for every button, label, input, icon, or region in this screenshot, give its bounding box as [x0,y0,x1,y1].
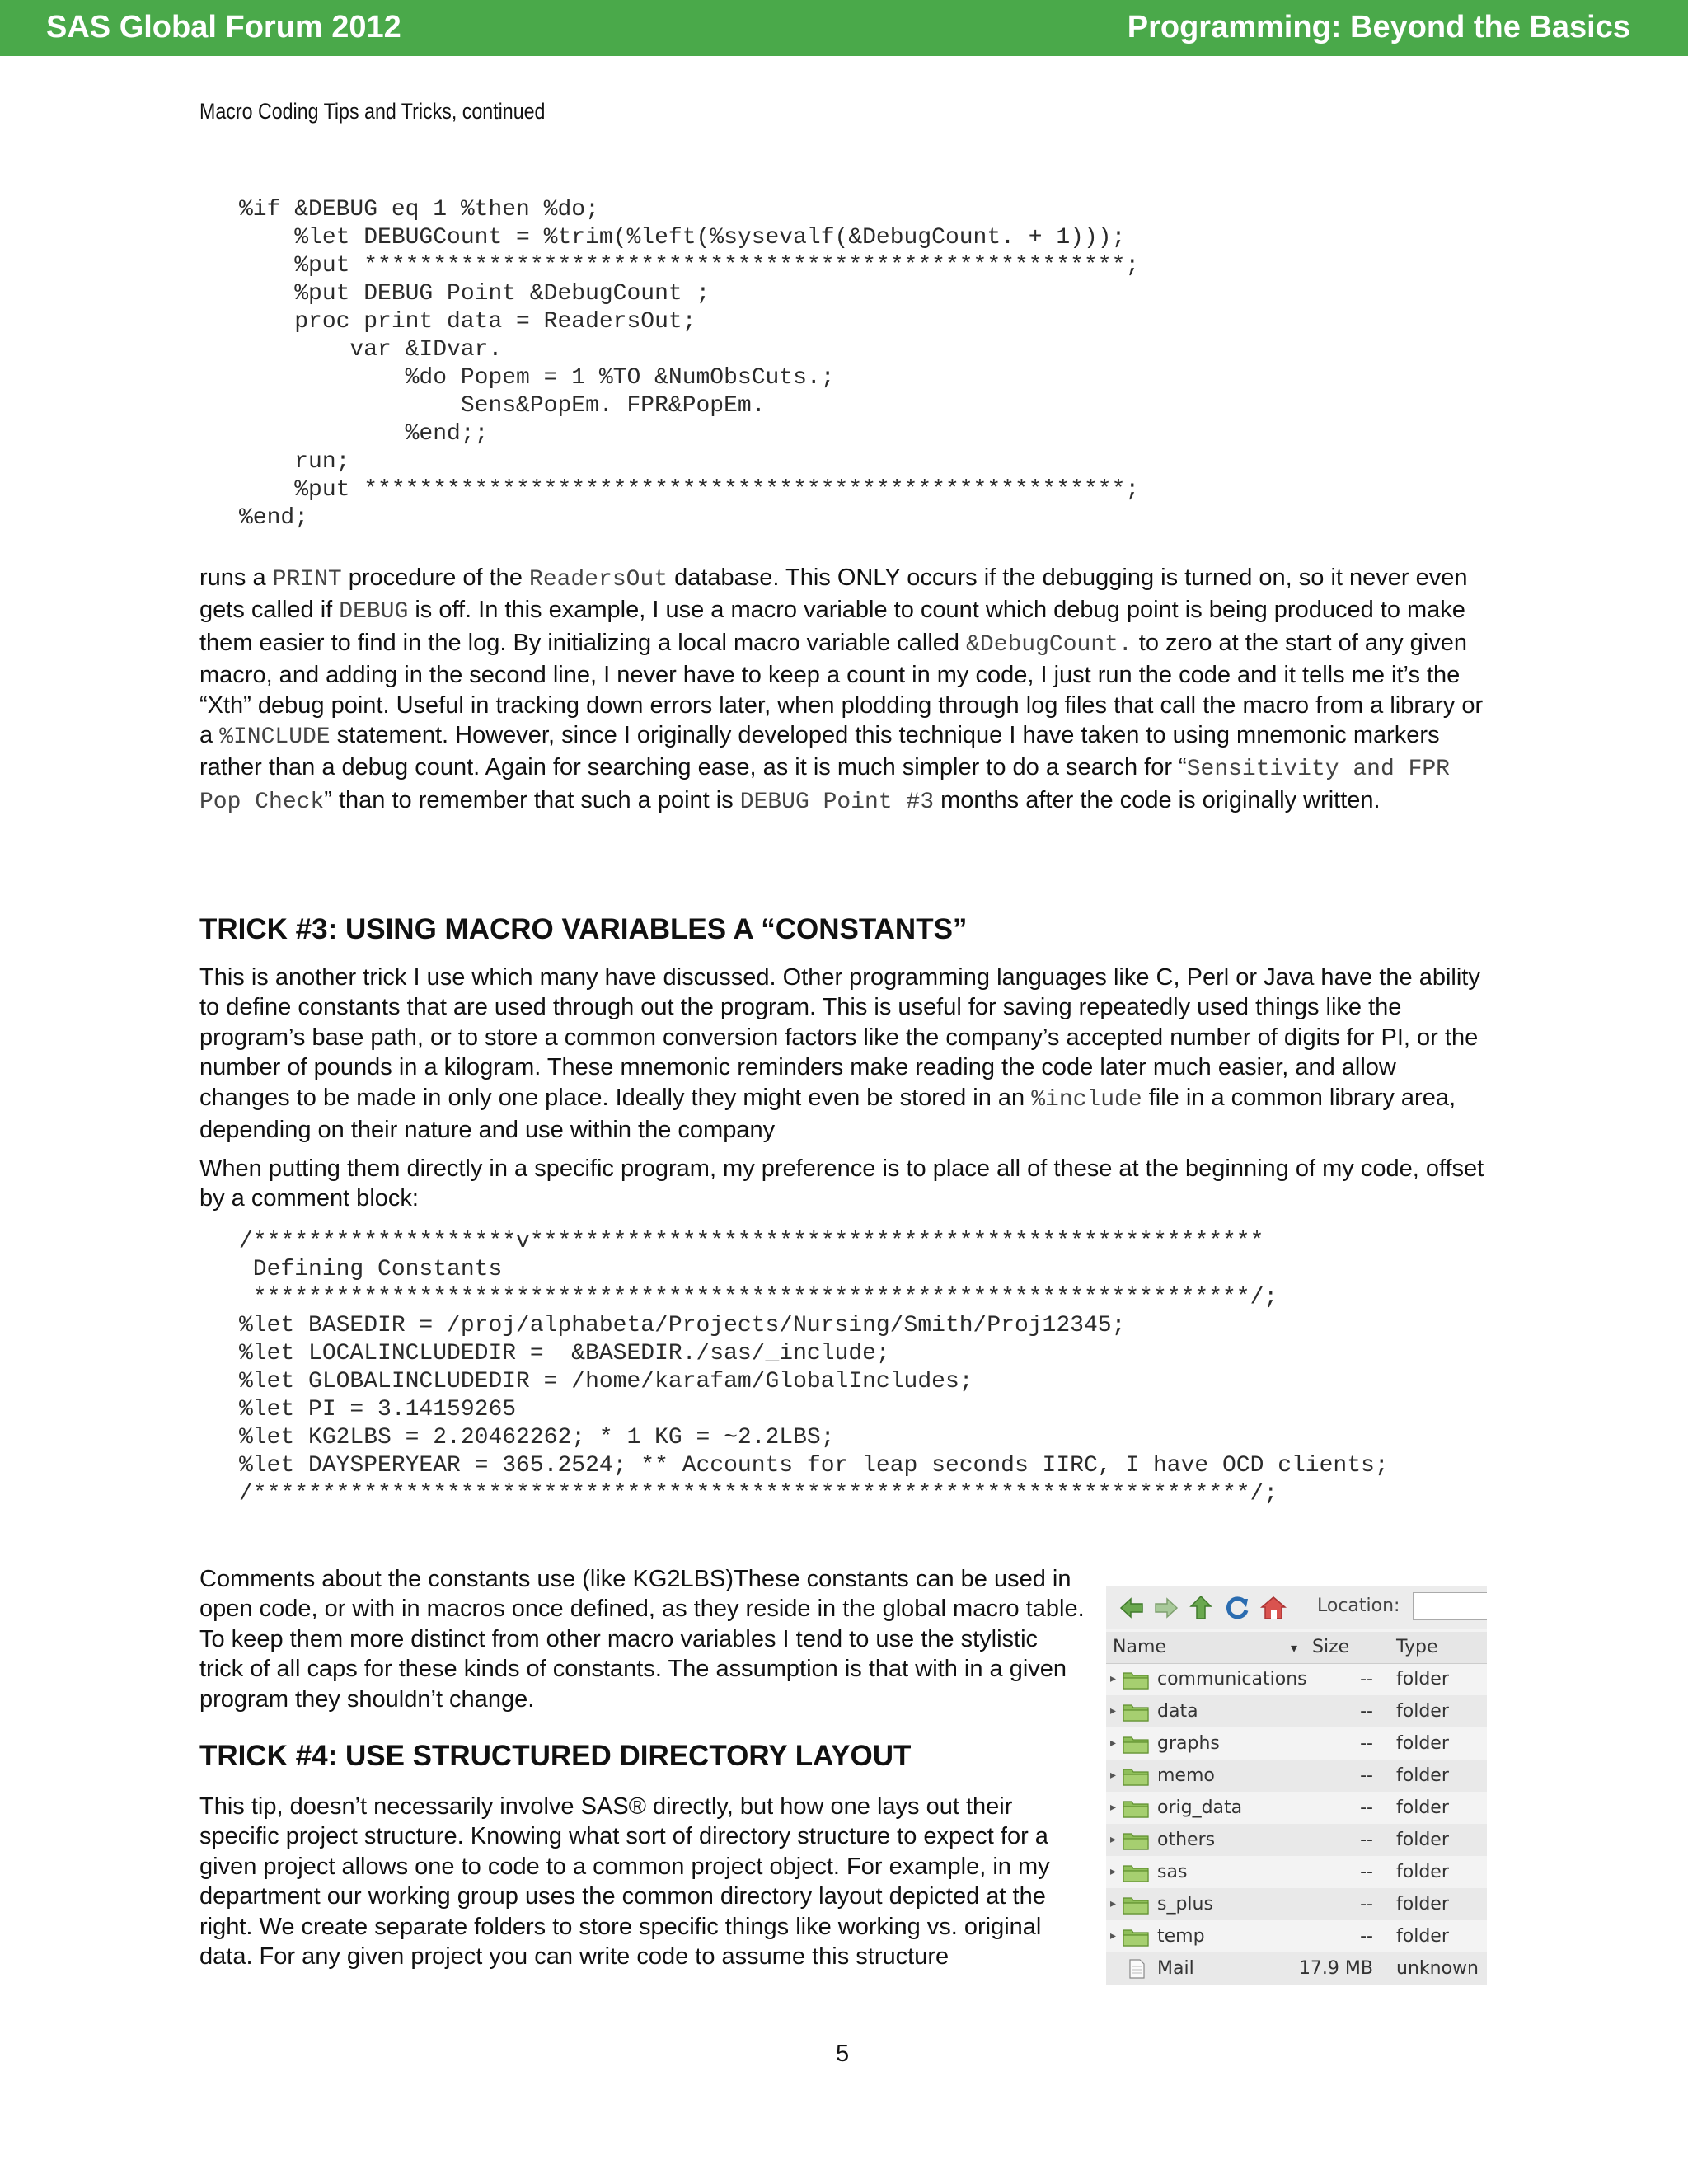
file-type: unknown [1396,1958,1479,1979]
code-debug-point: DEBUG Point #3 [739,789,935,815]
file-type: folder [1396,1765,1449,1786]
file-row[interactable] [1106,1792,1487,1824]
file-list [1106,1663,1487,1985]
heading-trick-3: TRICK #3: USING MACRO VARIABLES A “CONSTANTS” [199,913,968,945]
file-size: 17.9 MB [1298,1958,1373,1979]
file-size: -- [1360,1701,1373,1722]
up-arrow-icon[interactable] [1187,1594,1215,1622]
file-name: temp [1157,1926,1205,1947]
file-size: -- [1360,1733,1373,1754]
expander-icon[interactable]: ▸ [1110,1897,1117,1910]
file-type: folder [1396,1830,1449,1850]
conference-name: SAS Global Forum 2012 [46,10,401,45]
column-size[interactable]: Size [1312,1637,1350,1657]
code-block-constants: /*******************v***************************************************** Defining Constants ************************************************************************/; %let BASEDIR = /proj/alphabeta/Projects/Nursing/Smith/Proj12345; %let LOCALINCLUDEDIR = &BASEDIR./sas/_include; %let GLOBALINCLUDEDIR = /home/karafam/GlobalIncludes; %let PI = 3.14159265 %let KG2LBS = 2.20462262; * 1 KG = ~2.2LBS; %let DAYSPERYEAR = 365.2524; ** Accounts for leap seconds IIRC, I have OCD clients; /************************************************************************/; [239,1229,1389,1507]
folder-icon [1123,1927,1149,1947]
code-debugcount: &DebugCount. [966,631,1132,658]
file-manager-screenshot [1106,1586,1487,1985]
file-name: orig_data [1157,1797,1243,1818]
file-size: -- [1360,1765,1373,1786]
expander-icon[interactable]: ▸ [1110,1769,1117,1782]
expander-icon[interactable]: ▸ [1110,1833,1117,1846]
folder-icon [1123,1670,1149,1690]
paragraph-debug-explanation: runs a PRINT procedure of the ReadersOut database. This ONLY occurs if the debugging is turned on, so it never even gets called if DEBUG is off. In this example, I use a macro variable to count which debug point is being produced to make them easier to find in the log. By initializing a local macro variable called &DebugCount. to zero at the start of any given macro, and adding in the second line, I never have to keep a count in my code, I just run the code and it tells me it’s the “Xth” debug point. Useful in tracking down errors later, when plodding through log files that call the macro from a library or a %INCLUDE statement. However, since I originally developed this technique I have taken to using mnemonic markers rather than a debug count. Again for searching ease, as it is much simpler to do a search for “Sensitivity and FPR Pop Check” than to remember that such a point is DEBUG Point #3 months after the code is originally written. [199,565,1484,815]
folder-icon [1123,1830,1149,1850]
reload-icon[interactable] [1223,1594,1251,1622]
code-sensitivity: Sensitivity and FPR Pop Check [199,757,1450,815]
file-icon [1123,1959,1149,1979]
file-row[interactable] [1106,1727,1487,1760]
file-size: -- [1360,1894,1373,1915]
file-size: -- [1360,1797,1373,1818]
back-arrow-icon[interactable] [1118,1594,1146,1622]
code-print: PRINT [272,567,342,593]
heading-trick-4: TRICK #4: USE STRUCTURED DIRECTORY LAYOUT [199,1740,912,1772]
file-manager-toolbar [1106,1586,1487,1629]
file-name: data [1157,1701,1198,1722]
sort-arrow-icon: ▾ [1291,1640,1298,1656]
code-include: %INCLUDE [219,724,331,751]
conference-banner [0,0,1688,56]
home-icon[interactable] [1259,1594,1287,1622]
file-type: folder [1396,1894,1449,1915]
file-row[interactable] [1106,1952,1487,1985]
file-size: -- [1360,1830,1373,1850]
file-name: others [1157,1830,1216,1850]
file-name: Mail [1157,1958,1194,1979]
code-debug: DEBUG [339,599,409,626]
folder-icon [1123,1798,1149,1818]
running-head: Macro Coding Tips and Tricks, continued [199,99,546,124]
code-include-lower: %include [1031,1086,1142,1113]
file-type: folder [1396,1701,1449,1722]
code-block-debug: %if &DEBUG eq 1 %then %do; %let DEBUGCount = %trim(%left(%sysevalf(&DebugCount. + 1))); %put *******************************************************; %put DEBUG Point &DebugCount ; proc print data = ReadersOut; var &IDvar. %do Popem = 1 %TO &NumObsCuts.; Sens&PopEm. FPR&PopEm. %end;; run; %put *******************************************************; %end; [239,197,1140,531]
folder-icon [1123,1702,1149,1722]
file-name: memo [1157,1765,1215,1786]
file-type: folder [1396,1862,1449,1882]
code-readersout: ReadersOut [529,567,668,593]
file-name: communications [1157,1669,1307,1690]
column-type[interactable]: Type [1396,1637,1438,1657]
file-row[interactable] [1106,1760,1487,1792]
expander-icon[interactable]: ▸ [1110,1736,1117,1750]
expander-icon[interactable]: ▸ [1110,1929,1117,1943]
file-row[interactable] [1106,1824,1487,1856]
expander-icon[interactable]: ▸ [1110,1672,1117,1685]
paragraph-constants-intro: This is another trick I use which many have discussed. Other programming languages like C, Perl or Java have the ability to define constants that are used through out the program. This is useful for saving repeatedly used things like the program’s base path, or to store a common conversion factors like the company’s accepted number of digits for PI, or the number of pounds in a kilogram. These mnemonic reminders make reading the code later much easier, and allow changes to be made in only one place. Ideally they might even be stored in an %include file in a common library area, depending on their nature and use within the company [199,964,1480,1144]
file-type: folder [1396,1733,1449,1754]
folder-icon [1123,1734,1149,1754]
file-row[interactable] [1106,1663,1487,1695]
file-type: folder [1396,1669,1449,1690]
file-row[interactable] [1106,1888,1487,1920]
page-number: 5 [836,2041,850,2067]
file-name: sas [1157,1862,1188,1882]
file-size: -- [1360,1862,1373,1882]
file-size: -- [1360,1669,1373,1690]
location-input[interactable] [1413,1592,1487,1620]
forward-arrow-icon[interactable] [1152,1594,1180,1622]
expander-icon[interactable]: ▸ [1110,1704,1117,1718]
file-name: s_plus [1157,1894,1213,1915]
folder-icon [1123,1895,1149,1915]
file-name: graphs [1157,1733,1220,1754]
file-row[interactable] [1106,1856,1487,1888]
file-row[interactable] [1106,1695,1487,1727]
folder-icon [1123,1766,1149,1786]
paragraph-constants-use: Comments about the constants use (like KG2LBS)These constants can be used in open code, or with in macros once defined, as they reside in the global macro table. To keep them more distinct from other macro variables I tend to use the stylistic trick of all caps for these kinds of constants. The assumption is that with in a given program they shouldn’t change. [199,1566,1085,1713]
file-row[interactable] [1106,1920,1487,1952]
section-name: Programming: Beyond the Basics [1127,10,1630,45]
file-type: folder [1396,1926,1449,1947]
location-label: Location: [1317,1596,1400,1616]
file-list-header [1106,1632,1487,1664]
paragraph-placement: When putting them directly in a specific program, my preference is to place all of these at the beginning of my code, offset by a comment block: [199,1155,1484,1212]
expander-icon[interactable]: ▸ [1110,1865,1117,1878]
file-type: folder [1396,1797,1449,1818]
column-name[interactable]: Name [1113,1637,1166,1657]
paragraph-directory-layout: This tip, doesn’t necessarily involve SAS® directly, but how one lays out their specific project structure. Knowing what sort of directory structure to expect for a given project allows one to code to a common project object. For example, in my department our working group uses the common directory layout depicted at the right. We create separate folders to store specific things like working vs. original data. For any given project you can write code to assume this structure [199,1793,1050,1971]
folder-icon [1123,1863,1149,1882]
expander-icon[interactable]: ▸ [1110,1801,1117,1814]
file-size: -- [1360,1926,1373,1947]
